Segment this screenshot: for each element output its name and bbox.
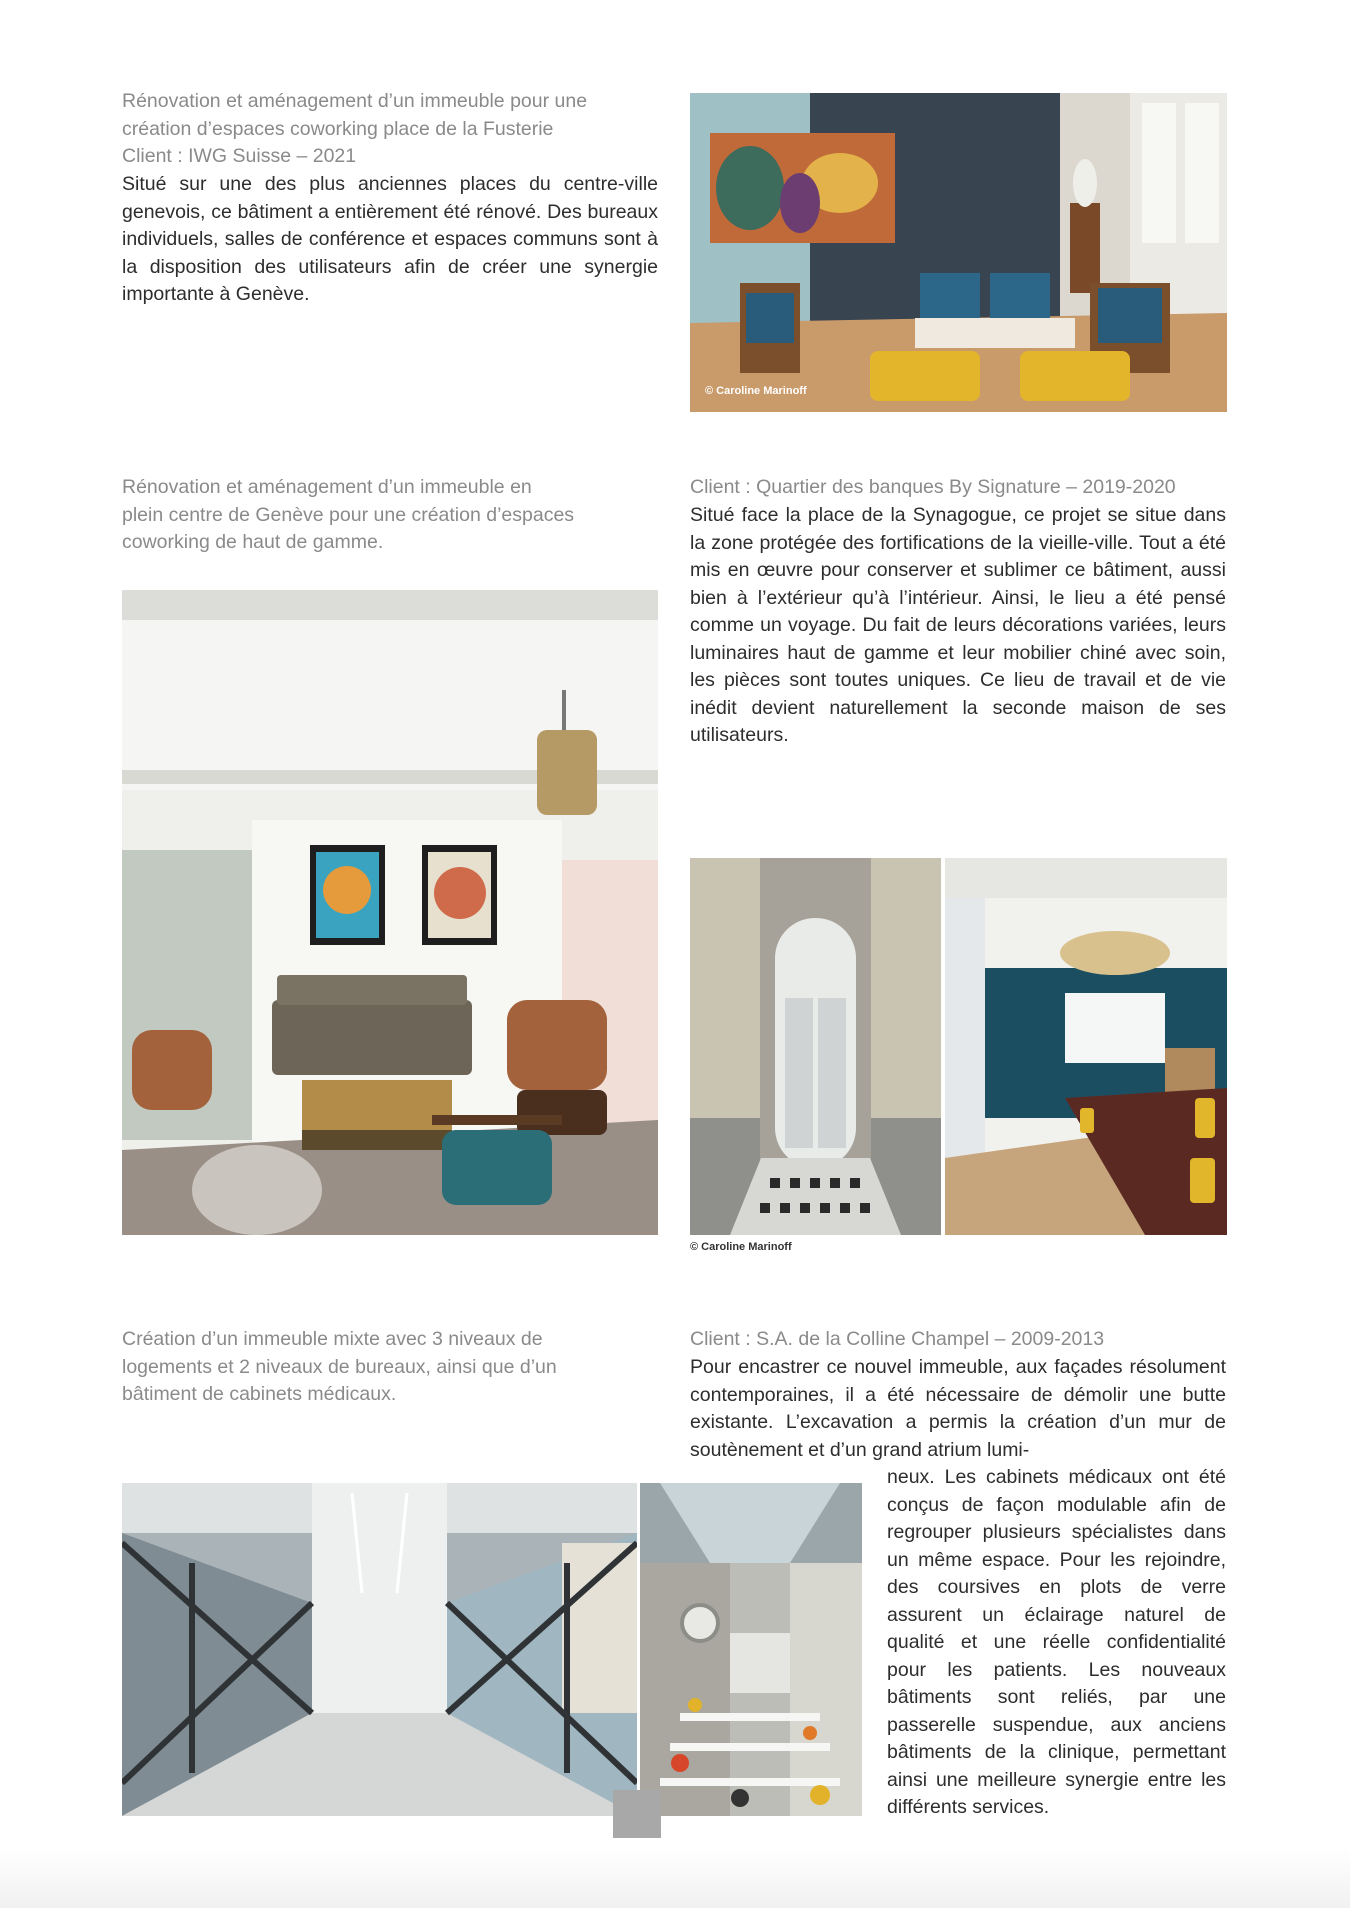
section1-title [122,88,662,171]
meeting-room-photo [945,858,1227,1235]
section2-client: Client : Quartier des banques By Signature – 2019-2020 [690,476,1176,498]
lounge-photo [690,93,1227,412]
section3-body-narrow: neux. Les cabinets médicaux ont été conçus de façon modulable afin de regrouper plusieurs spécialistes dans un même espace. Pour les rejoindre, des coursives en plots de verre assurent un éclairage naturel de qualité et une réelle confidentialité pour les patients. Les nouveaux bâtiments sont reliés, par une passerelle suspendue, aux anciens bâtiments de la clinique, permettant ainsi une meilleure synergie entre les différents services. [887,1466,1226,1818]
section3-title-line: bâtiment de cabinets médicaux. [122,1383,397,1405]
section2-title-line: Rénovation et aménagement d’un immeuble en [122,476,532,498]
page-bottom-shade [0,1848,1350,1908]
section1-client: Client : IWG Suisse – 2021 [122,145,357,167]
section1-photo-credit: © Caroline Marinoff [705,385,807,397]
atrium-photo [640,1483,862,1816]
section1-title-line: Rénovation et aménagement d’un immeuble pour une [122,90,588,112]
page-marker [613,1790,661,1838]
section3-body-wide: Pour encastrer ce nouvel immeuble, aux façades résolument contemporaines, il a été nécessaire de démolir une butte existante. L’excavation a permis la création d’un mur de soutènement et d’un grand atrium lumi- [690,1356,1226,1461]
coworking-lounge-photo [122,590,658,1235]
section3-client: Client : S.A. de la Colline Champel – 2009-2013 [690,1328,1105,1350]
entrance-hall-photo [690,858,941,1235]
section3-title [122,1326,662,1409]
glass-corridor-photo [122,1483,637,1816]
section2-title [122,474,662,557]
section1-body: Situé sur une des plus anciennes places du centre-ville genevois, ce bâtiment a entièrement été rénové. Des bureaux individuels, salles de conférence et espaces communs sont à la disposition des utilisateurs afin de créer une synergie importante à Genève. [122,173,658,305]
section2-body: Situé face la place de la Synagogue, ce projet se situe dans la zone protégée des fortifications de la vieille-ville. Tout a été mis en œuvre pour conserver et sublimer ce bâtiment, aussi bien à l’extérieur qu’à l’intérieur. Ainsi, le lieu a été pensé comme un voyage. Du fait de leurs décorations variées, leurs luminaires haut de gamme et leur mobilier chiné avec soin, les pièces sont toutes uniques. Ce lieu de travail et de vie inédit devient naturellement la seconde maison de ses utilisateurs. [690,504,1226,746]
section2-photo-credit: © Caroline Marinoff [690,1241,792,1253]
section2-title-line: coworking de haut de gamme. [122,531,384,553]
section1-title-line: création d’espaces coworking place de la Fusterie [122,117,554,140]
section3-title-line: Création d’un immeuble mixte avec 3 niveaux de [122,1328,543,1350]
section3-title-line: logements et 2 niveaux de bureaux, ainsi que d’un [122,1355,557,1378]
section2-title-line: plein centre de Genève pour une création d’espaces [122,503,575,526]
